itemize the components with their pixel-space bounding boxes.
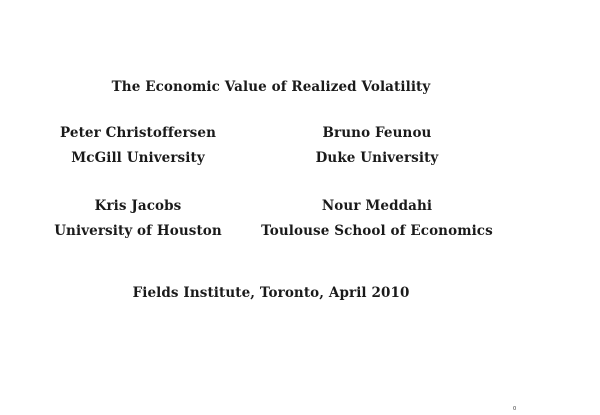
author-affiliation-feunou: Duke University	[315, 150, 439, 166]
paper-title: The Economic Value of Realized Volatility	[111, 79, 431, 95]
author-affiliation-christoffersen: McGill University	[71, 150, 205, 166]
author-name-meddahi: Nour Meddahi	[321, 198, 433, 214]
author-name-feunou: Bruno Feunou	[322, 125, 432, 141]
page-number: 0	[513, 406, 517, 412]
venue-line: Fields Institute, Toronto, April 2010	[132, 285, 410, 301]
author-affiliation-jacobs: University of Houston	[54, 223, 222, 239]
author-affiliation-meddahi: Toulouse School of Economics	[261, 223, 493, 239]
author-name-jacobs: Kris Jacobs	[94, 198, 182, 214]
author-name-christoffersen: Peter Christoffersen	[60, 125, 216, 141]
